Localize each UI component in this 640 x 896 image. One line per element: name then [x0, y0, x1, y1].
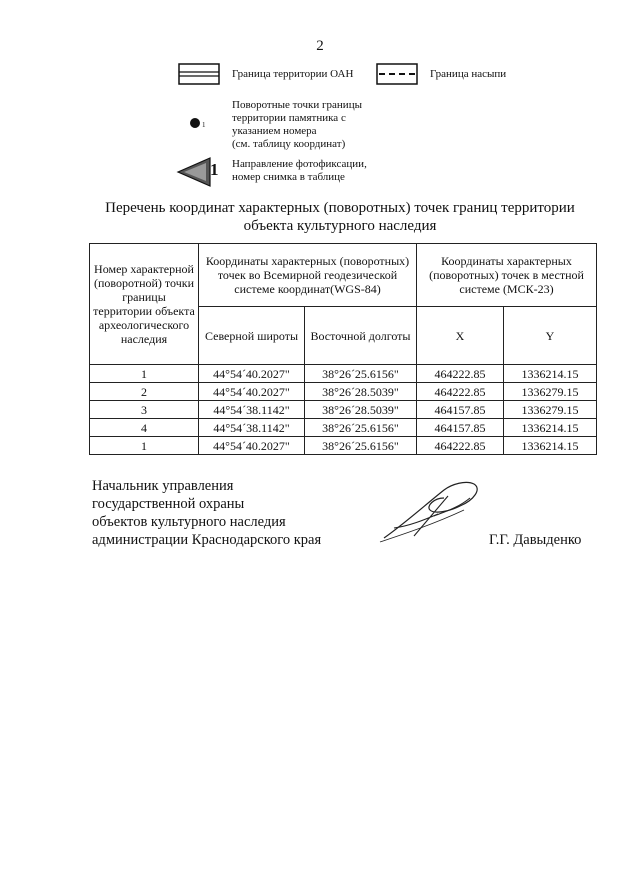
coordinates-table — [89, 243, 597, 455]
header-lon: Восточной долготы — [305, 307, 417, 365]
handwritten-signature — [374, 476, 492, 546]
header-lat: Северной широты — [199, 307, 305, 365]
turning-point-marker: 1 — [202, 121, 206, 129]
header-point-number: Номер характерной (поворотной) точки границы территории объекта археологического наследия — [90, 244, 199, 365]
photo-direction-label: Направление фотофиксации, номер снимка в таблице — [232, 158, 367, 183]
page-number: 2 — [316, 38, 324, 54]
oan-border-label: Граница территории ОАН — [232, 68, 354, 80]
embankment-border-label: Граница насыпи — [430, 68, 507, 80]
header-wgs: Координаты характерных (поворотных) точек во Всемирной геодезической системе координат(WGS-84) — [199, 244, 417, 307]
table-row: 1 44°54´40.2027" 38°26´25.6156" 464222.85 1336214.15 — [90, 365, 597, 383]
document-title: Перечень координат характерных (поворотных) точек границ территории объекта культурного наследия — [105, 200, 575, 234]
embankment-border-symbol — [376, 63, 418, 85]
table-row: 1 44°54´40.2027" 38°26´25.6156" 464222.85 1336214.15 — [90, 437, 597, 455]
oan-border-symbol — [178, 63, 220, 85]
header-x: X — [417, 307, 504, 365]
table-row: 4 44°54´38.1142" 38°26´25.6156" 464157.85 1336214.15 — [90, 419, 597, 437]
signatory-position: Начальник управления государственной охраны объектов культурного наследия администрации Краснодарского края — [92, 478, 322, 548]
table-header-row — [90, 244, 597, 307]
header-msk: Координаты характерных (поворотных) точек в местной системе (МСК-23) — [417, 244, 597, 307]
photo-marker: 1 — [210, 160, 219, 179]
signatory-name: Г.Г. Давыденко — [489, 532, 582, 548]
turning-points-label: Поворотные точки границы территории памятника с указанием номера (см. таблицу координат) — [232, 99, 362, 150]
table-row: 2 44°54´40.2027" 38°26´28.5039" 464222.85 1336279.15 — [90, 383, 597, 401]
header-y: Y — [504, 307, 597, 365]
table-row: 3 44°54´38.1142" 38°26´28.5039" 464157.85 1336279.15 — [90, 401, 597, 419]
